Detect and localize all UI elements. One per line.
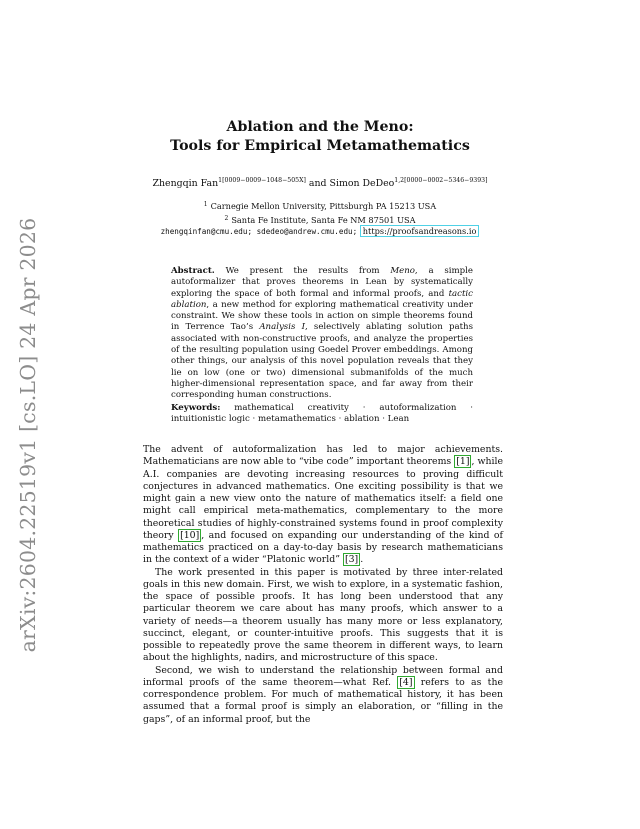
author-emails: zhengqinfan@cmu.edu; sdedeo@andrew.cmu.edu; xyxy=(160,227,358,236)
keywords-text: mathematical creativity · autoformalization · intuitionistic logic · metamathematics · ablation · Lean xyxy=(171,403,473,425)
author-1-orcid: 1[0009−0009−1048−505X] xyxy=(218,177,306,184)
abstract xyxy=(171,266,473,402)
author-conjunction: and xyxy=(305,178,330,189)
author-line xyxy=(0,177,640,189)
p1-text-b: , while A.I. companies are devoting increasing resources to proving difficult conjectures in advanced mathematics. One exciting possibility is that we might gain a new view onto the nature of mathematics itself: a field one might call empirical meta-mathematics, complementary to the more theoretical studies of highly-constrained systems found in proof complexity theory xyxy=(143,456,503,541)
abstract-text-1: We present the results from xyxy=(214,266,391,276)
affiliation-1 xyxy=(0,199,640,213)
title-line-2: Tools for Empirical Metamathematics xyxy=(170,138,470,154)
citation-4[interactable]: [4] xyxy=(399,676,413,688)
affiliation-1-number: 1 xyxy=(203,201,208,208)
citation-10[interactable]: [10] xyxy=(180,529,200,541)
abstract-text-4: , selectively ablating solution paths associated with non-constructive proofs, and analyze the properties of the resulting population using Goedel Prover embeddings. Among other things, our analysis of this novel population reveals that they lie on low (one or two) dimensional submanifolds of the much higher-dimensional representation space, and far away from their corresponding human constructions. xyxy=(171,322,473,401)
affiliation-2 xyxy=(0,213,640,227)
affiliation-2-text: Santa Fe Institute, Santa Fe NM 87501 USA xyxy=(231,214,416,225)
contact-line xyxy=(0,226,640,238)
body-text xyxy=(143,444,503,726)
paragraph-3 xyxy=(143,665,503,726)
paragraph-1 xyxy=(143,444,503,567)
paragraph-2: The work presented in this paper is motivated by three inter-related goals in this new domain. First, we wish to explore, in a systematic fashion, the space of possible proofs. It has long been understood that any particular theorem we care about has many proofs, which answer to a variety of needs—a theorem usually has many more or less explanatory, succinct, elegant, or counter-intuitive proofs. This suggests that it is possible to repeatedly prove the same theorem in different ways, to learn about the highlights, nadirs, and microstructure of this space. xyxy=(143,566,503,664)
affiliations xyxy=(0,199,640,238)
project-url-link[interactable]: https://proofsandreasons.io xyxy=(360,225,480,237)
paper-title xyxy=(0,118,640,156)
arxiv-identifier: arXiv:2604.22519v1 [cs.LO] 24 Apr 2026 xyxy=(16,217,40,653)
affiliation-1-text: Carnegie Mellon University, Pittsburgh PA 15213 USA xyxy=(210,201,437,211)
p1-text-d: . xyxy=(360,554,364,566)
author-2-name: Simon DeDeo xyxy=(329,178,395,189)
abstract-emph-tactic-ablation: tactic ablation xyxy=(171,288,473,310)
author-2-orcid: 1,2[0000−0002−5346−9393] xyxy=(394,177,488,184)
p1-text-a: The advent of autoformalization has led to major achievements. Mathematicians are now able to “vibe code” important theorems xyxy=(143,444,503,468)
citation-1[interactable]: [1] xyxy=(456,456,470,468)
abstract-emph-meno: Meno xyxy=(390,266,415,276)
title-line-1: Ablation and the Meno: xyxy=(226,119,414,135)
arxiv-sidebar-stamp xyxy=(8,217,48,653)
author-1-name: Zhengqin Fan xyxy=(152,178,219,189)
abstract-emph-analysis-i: Analysis I xyxy=(259,322,305,333)
p3-text-b: refers to as the correspondence problem. For much of mathematical history, it has been assumed that a formal proof is simply an elaboration, or “filling in the gaps”, of an informal proof, but the xyxy=(143,676,503,725)
affiliation-2-number: 2 xyxy=(224,214,229,222)
keywords-label: Keywords: xyxy=(171,403,221,413)
abstract-text-2: , a simple autoformalizer that proves theorems in Lean by systematically exploring the space of both formal and informal proofs, and xyxy=(171,266,473,299)
citation-3[interactable]: [3] xyxy=(344,554,359,566)
p1-text-c: , and focused on expanding our understanding of the kind of mathematics practiced on a day-to-day basis by research mathematicians in the context of a wider “Platonic world” xyxy=(143,529,503,566)
abstract-text-3: , a new method for exploring mathematical creativity under constraint. We show these tools in action on simple theorems found in Terrence Tao’s xyxy=(171,299,473,333)
keywords xyxy=(171,403,473,426)
p3-text-a: Second, we wish to understand the relationship between formal and informal proofs of the same theorem—what Ref. xyxy=(143,664,503,688)
abstract-label: Abstract. xyxy=(171,266,215,276)
